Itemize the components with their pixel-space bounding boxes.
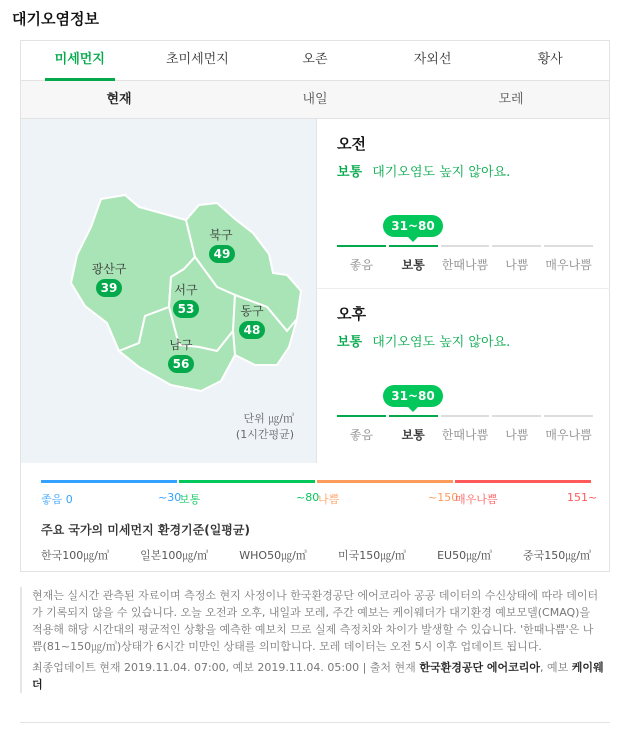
tab-pm10[interactable]: 미세먼지 <box>21 41 139 80</box>
scale-bad <box>492 245 541 273</box>
scale-label: 좋음 <box>349 428 373 442</box>
region-value: 39 <box>100 281 118 295</box>
standards-list <box>41 547 591 563</box>
scale-label: 좋음 <box>349 258 373 272</box>
standard-item: 중국150㎍/㎥ <box>523 549 591 562</box>
scale-very-bad <box>544 415 593 443</box>
scale-label: 한때나쁨 <box>441 258 489 272</box>
scale-bad <box>492 415 541 443</box>
standard-item: 한국100㎍/㎥ <box>41 549 109 562</box>
level-scale <box>337 415 593 443</box>
region-value: 56 <box>172 357 190 371</box>
status-desc: 대기오염도 높지 않아요. <box>372 335 511 350</box>
legend-good-max: ~30 <box>158 491 182 504</box>
scale-sometimes-bad <box>441 245 490 273</box>
region-name: 북구 <box>209 228 233 242</box>
scale-very-bad <box>544 245 593 273</box>
legend-good-label: 좋음 0 <box>41 493 73 506</box>
scale-label: 매우나쁨 <box>545 258 592 272</box>
status-desc: 대기오염도 높지 않아요. <box>372 165 511 180</box>
status-level: 보통 <box>337 165 363 180</box>
forecast-title: 오전 <box>337 135 366 153</box>
tab-yellow-dust[interactable]: 황사 <box>537 52 563 67</box>
range-bubble: 31~80 <box>383 215 443 237</box>
scale-normal <box>389 415 438 443</box>
scale-good <box>337 245 386 273</box>
standard-item: WHO50㎍/㎥ <box>239 549 307 562</box>
region-map <box>21 119 316 463</box>
scale-sometimes-bad <box>441 415 490 443</box>
update-source <box>32 659 610 693</box>
scale-label: 나쁨 <box>505 428 529 442</box>
standard-item: 일본100㎍/㎥ <box>140 549 209 562</box>
legend-verybad-min: 151~ <box>567 491 598 504</box>
legend-normal-label: 보통 <box>179 493 201 506</box>
source-prefix: 출처 현재 <box>369 661 416 674</box>
bottom-divider <box>20 722 610 723</box>
region-value: 53 <box>177 302 195 316</box>
standard-item: EU50㎍/㎥ <box>437 549 492 562</box>
source-airkorea-link[interactable]: 한국환경공단 에어코리아 <box>419 661 541 674</box>
region-value: 49 <box>213 247 231 261</box>
forecast-pm <box>317 289 610 459</box>
range-bubble: 31~80 <box>383 385 443 407</box>
forecast-panel <box>316 119 609 463</box>
source-mid: , 예보 <box>540 661 569 674</box>
region-value: 48 <box>243 323 261 337</box>
standards-title: 주요 국가의 미세먼지 환경기준(일평균) <box>41 523 250 537</box>
forecast-title: 오후 <box>337 305 366 323</box>
legend-bar <box>41 480 591 483</box>
forecast-status <box>337 331 510 350</box>
legend-good-bar <box>41 480 177 483</box>
legend-bad-label: 나쁨 <box>318 493 340 506</box>
grade-legend <box>41 463 598 506</box>
scale-label: 보통 <box>401 428 425 442</box>
forecast-am <box>317 119 610 289</box>
subtab-tomorrow[interactable]: 내일 <box>302 92 328 107</box>
scale-label: 매우나쁨 <box>545 428 592 442</box>
legend-bad-bar <box>317 480 453 483</box>
tab-pm25[interactable]: 초미세먼지 <box>165 52 229 67</box>
notes-paragraph: 현재는 실시간 관측된 자료이며 측정소 현지 사정이나 한국환경공단 에어코리아 공공 데이터의 수신상태에 따라 데이터가 기록되지 않을 수 있습니다. 오늘 오전과 오후, 내일과 모레, 주간 예보는 케이웨더가 대기환경 예보모델(CMAQ)을 적용해 해당 시간대의 평균적인 상황을 예측한 예보치 므로 실제 측정치와 차이가 발생할 수 있습니다. '한때나쁨'은 나쁨(81~150㎍/㎥)상태가 6시간 미만인 상태를 의미합니다. 모레 데이터는 오전 5시 이후 업데이트 됩니다. <box>32 589 599 653</box>
map-unit <box>236 411 294 443</box>
time-subtabs <box>21 81 609 119</box>
standard-item: 미국150㎍/㎥ <box>337 549 406 562</box>
region-name: 남구 <box>169 338 193 352</box>
status-level: 보통 <box>337 335 363 350</box>
scale-normal <box>389 245 438 273</box>
scale-label: 나쁨 <box>505 258 529 272</box>
tab-uv[interactable]: 자외선 <box>413 52 452 67</box>
unit-period: (1시간평균) <box>235 428 294 441</box>
scale-good <box>337 415 386 443</box>
tab-ozone[interactable]: 오존 <box>302 52 328 67</box>
region-name: 서구 <box>174 283 198 297</box>
legend-verybad-bar <box>455 480 591 483</box>
region-name: 동구 <box>240 304 264 318</box>
forecast-status <box>337 161 510 180</box>
country-standards <box>41 521 591 563</box>
legend-normal-bar <box>179 480 315 483</box>
subtab-now[interactable]: 현재 <box>106 92 132 107</box>
info-notes <box>20 587 610 693</box>
update-time: 최종업데이트 현재 2019.11.04. 07:00, 예보 2019.11.04. 05:00 <box>32 661 360 674</box>
legend-verybad-label: 매우나쁨 <box>455 493 498 506</box>
subtab-day-after[interactable]: 모레 <box>498 92 524 107</box>
unit-label: 단위 ㎍/㎥ <box>243 412 294 425</box>
scale-label: 한때나쁨 <box>441 428 489 442</box>
air-quality-card <box>20 40 610 572</box>
pollutant-tabs <box>21 41 609 81</box>
level-scale <box>337 245 593 273</box>
legend-normal-max: ~80 <box>296 491 320 504</box>
legend-bad-max: ~150 <box>428 491 459 504</box>
scale-label: 보통 <box>401 258 425 272</box>
page-title: 대기오염정보 <box>12 10 99 28</box>
region-name: 광산구 <box>91 262 127 276</box>
source-kweather-link[interactable]: 케이웨더 <box>32 661 604 691</box>
separator: | <box>362 661 370 674</box>
